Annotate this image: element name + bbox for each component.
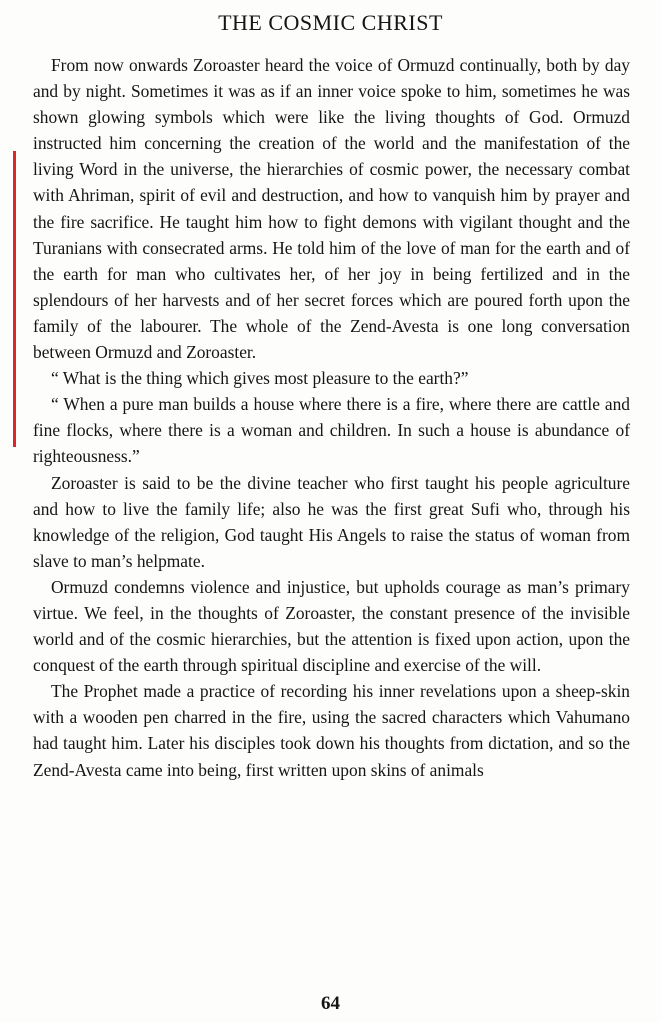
paragraph: “ When a pure man builds a house where there is a fire, where there are cattle and fine flocks, where there is a woman and children. In such a house is abundance of righteousness.” (33, 394, 630, 467)
paragraph: The Prophet made a practice of recording his inner revelations upon a sheep-skin with a wooden pen charred in the fire, using the sacred characters which Vahumano had taught him. Later his disciples took down his thoughts from dictation, and so the Zend-Avesta came into being, first written upon skins of animals (33, 681, 630, 780)
margin-marker-line (13, 151, 16, 447)
page-number: 64 (321, 993, 340, 1014)
page-title: THE COSMIC CHRIST (218, 10, 443, 35)
paragraph: Ormuzd condemns violence and injustice, but upholds courage as man’s primary virtue. We feel, in the thoughts of Zoroaster, the constant presence of the invisible world and of the cosmic hierarchies, but the attention is fixed upon action, upon the conquest of the earth through spiritual discipline and exercise of the will. (33, 576, 630, 676)
paragraph: From now onwards Zoroaster heard the voice of Ormuzd continually, both by day and by night. Sometimes it was as if an inner voice spoke to him, sometimes he was shown glowing symbols which were like the living thoughts of God. Ormuzd instructed him concerning the creation of the world and the manifestation of the living Word in the universe, the hierarchies of cosmic power, the necessary combat with Ahriman, spirit of evil and destruction, and how to vanquish him by prayer and the fire sacrifice. He taught him how to fight demons with vigilant thought and the Turanians with consecrated arms. He told him of the love of man for the earth and of the earth for man who cultivates her, of her joy in being fertilized and in the splendours of her harvests and of her secret forces which are poured forth upon the family of the labourer. The whole of the Zend-Avesta is one long conversation between Ormuzd and Zoroaster. (33, 55, 630, 363)
paragraph: “ What is the thing which gives most pleasure to the earth?” (51, 368, 469, 389)
body-text (33, 52, 630, 783)
paragraph: Zoroaster is said to be the divine teacher who first taught his people agriculture and how to live the family life; also he was the first great Sufi who, through his knowledge of the religion, God taught His Angels to raise the status of woman from slave to man’s helpmate. (33, 472, 630, 571)
